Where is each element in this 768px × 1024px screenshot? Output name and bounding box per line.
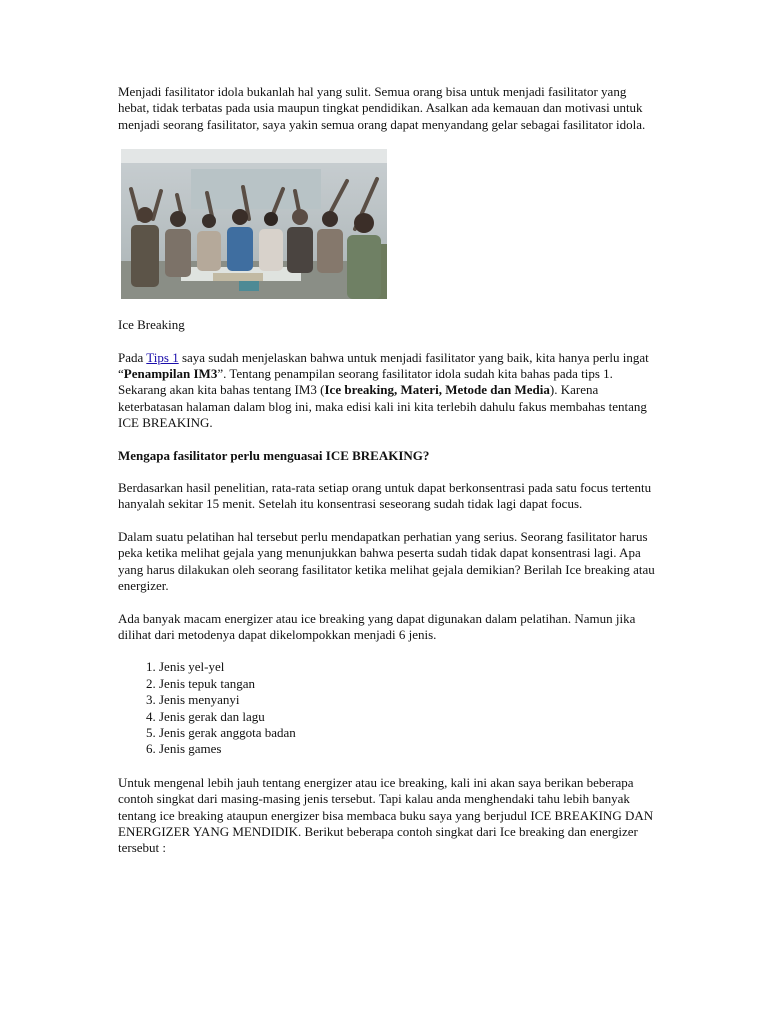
section-heading: Mengapa fasilitator perlu menguasai ICE BREAKING? [118,447,430,463]
intro-paragraph: Menjadi fasilitator idola bukanlah hal yang sulit. Semua orang bisa untuk menjadi fasilitator yang hebat, tidak terbatas pada usia maupun tingkat pendidikan. Asalkan ada kemauan dan motivasi untuk menjadi seorang fasilitator, saya yakin semua orang dapat menyandang gelar sebagai fasilitator idola. [118,84,646,132]
research-paragraph: Berdasarkan hasil penelitian, rata-rata setiap orang untuk dapat berkonsentrasi pada satu focus tertentu hanyalah sekitar 15 menit. Setelah itu konsentrasi seseorang sudah tidak lagi dapat focus. [118,480,652,512]
closing-paragraph: Untuk mengenal lebih jauh tentang energizer atau ice breaking, kali ini akan saya berikan beberapa contoh singkat dari masing-masing jenis tersebut. Tapi kalau anda menghendaki tahu lebih banyak tentang ice breaking ataupun energizer bisa membaca buku saya yang berjudul ICE BREAKING DAN ENERGIZER YANG MENDIDIK. Berikut beberapa contoh singkat dari Ice breaking dan energizer tersebut : [118,774,654,856]
list-item: 3. Jenis menyanyi [159,692,658,708]
training-paragraph: Dalam suatu pelatihan hal tersebut perlu mendapatkan perhatian yang serius. Seorang fasilitator harus peka ketika melihat gejala yang menunjukkan bahwa peserta sudah tidak dapat konsentrasi lagi. Apa yang harus dilakukan oleh seorang fasilitator ketika melihat gejala demikian? Berilah Ice breaking atau energizer. [118,528,655,594]
list-item: 5. Jenis gerak anggota badan [159,725,658,741]
energizer-types-list [118,659,658,757]
tips-text-mid2: ”. Tentang penampilan seorang fasilitator idola sudah kita bahas pada tips 1. Sekarang akan kita bahas tentang IM3 ( [118,366,613,398]
tips-1-link[interactable]: Tips 1 [146,349,179,365]
list-item: 6. Jenis games [159,741,658,757]
list-item: 1. Jenis yel-yel [159,659,658,675]
penampilan-im3-bold: Penampilan IM3 [123,366,218,382]
tips-text-pre: Pada [118,349,147,365]
list-item: 4. Jenis gerak dan lagu [159,709,658,725]
im3-items-bold: Ice breaking, Materi, Metode dan Media [324,382,550,398]
training-photo [121,149,387,299]
tips-text-post: ). Karena keterbatasan halaman dalam blog ini, maka edisi kali ini kita terlebih dahulu fakus membahas tentang ICE BREAKING. [118,382,647,431]
list-item: 2. Jenis tepuk tangan [159,676,658,692]
tips-paragraph [118,350,658,432]
energizer-paragraph: Ada banyak macam energizer atau ice breaking yang dapat digunakan dalam pelatihan. Namun jika dilihat dari metodenya dapat dikelompokkan menjadi 6 jenis. [118,610,636,642]
tips-text-mid1: saya sudah menjelaskan bahwa untuk menjadi fasilitator yang baik, kita hanya perlu ingat “ [118,349,649,382]
photo-caption: Ice Breaking [118,317,185,333]
